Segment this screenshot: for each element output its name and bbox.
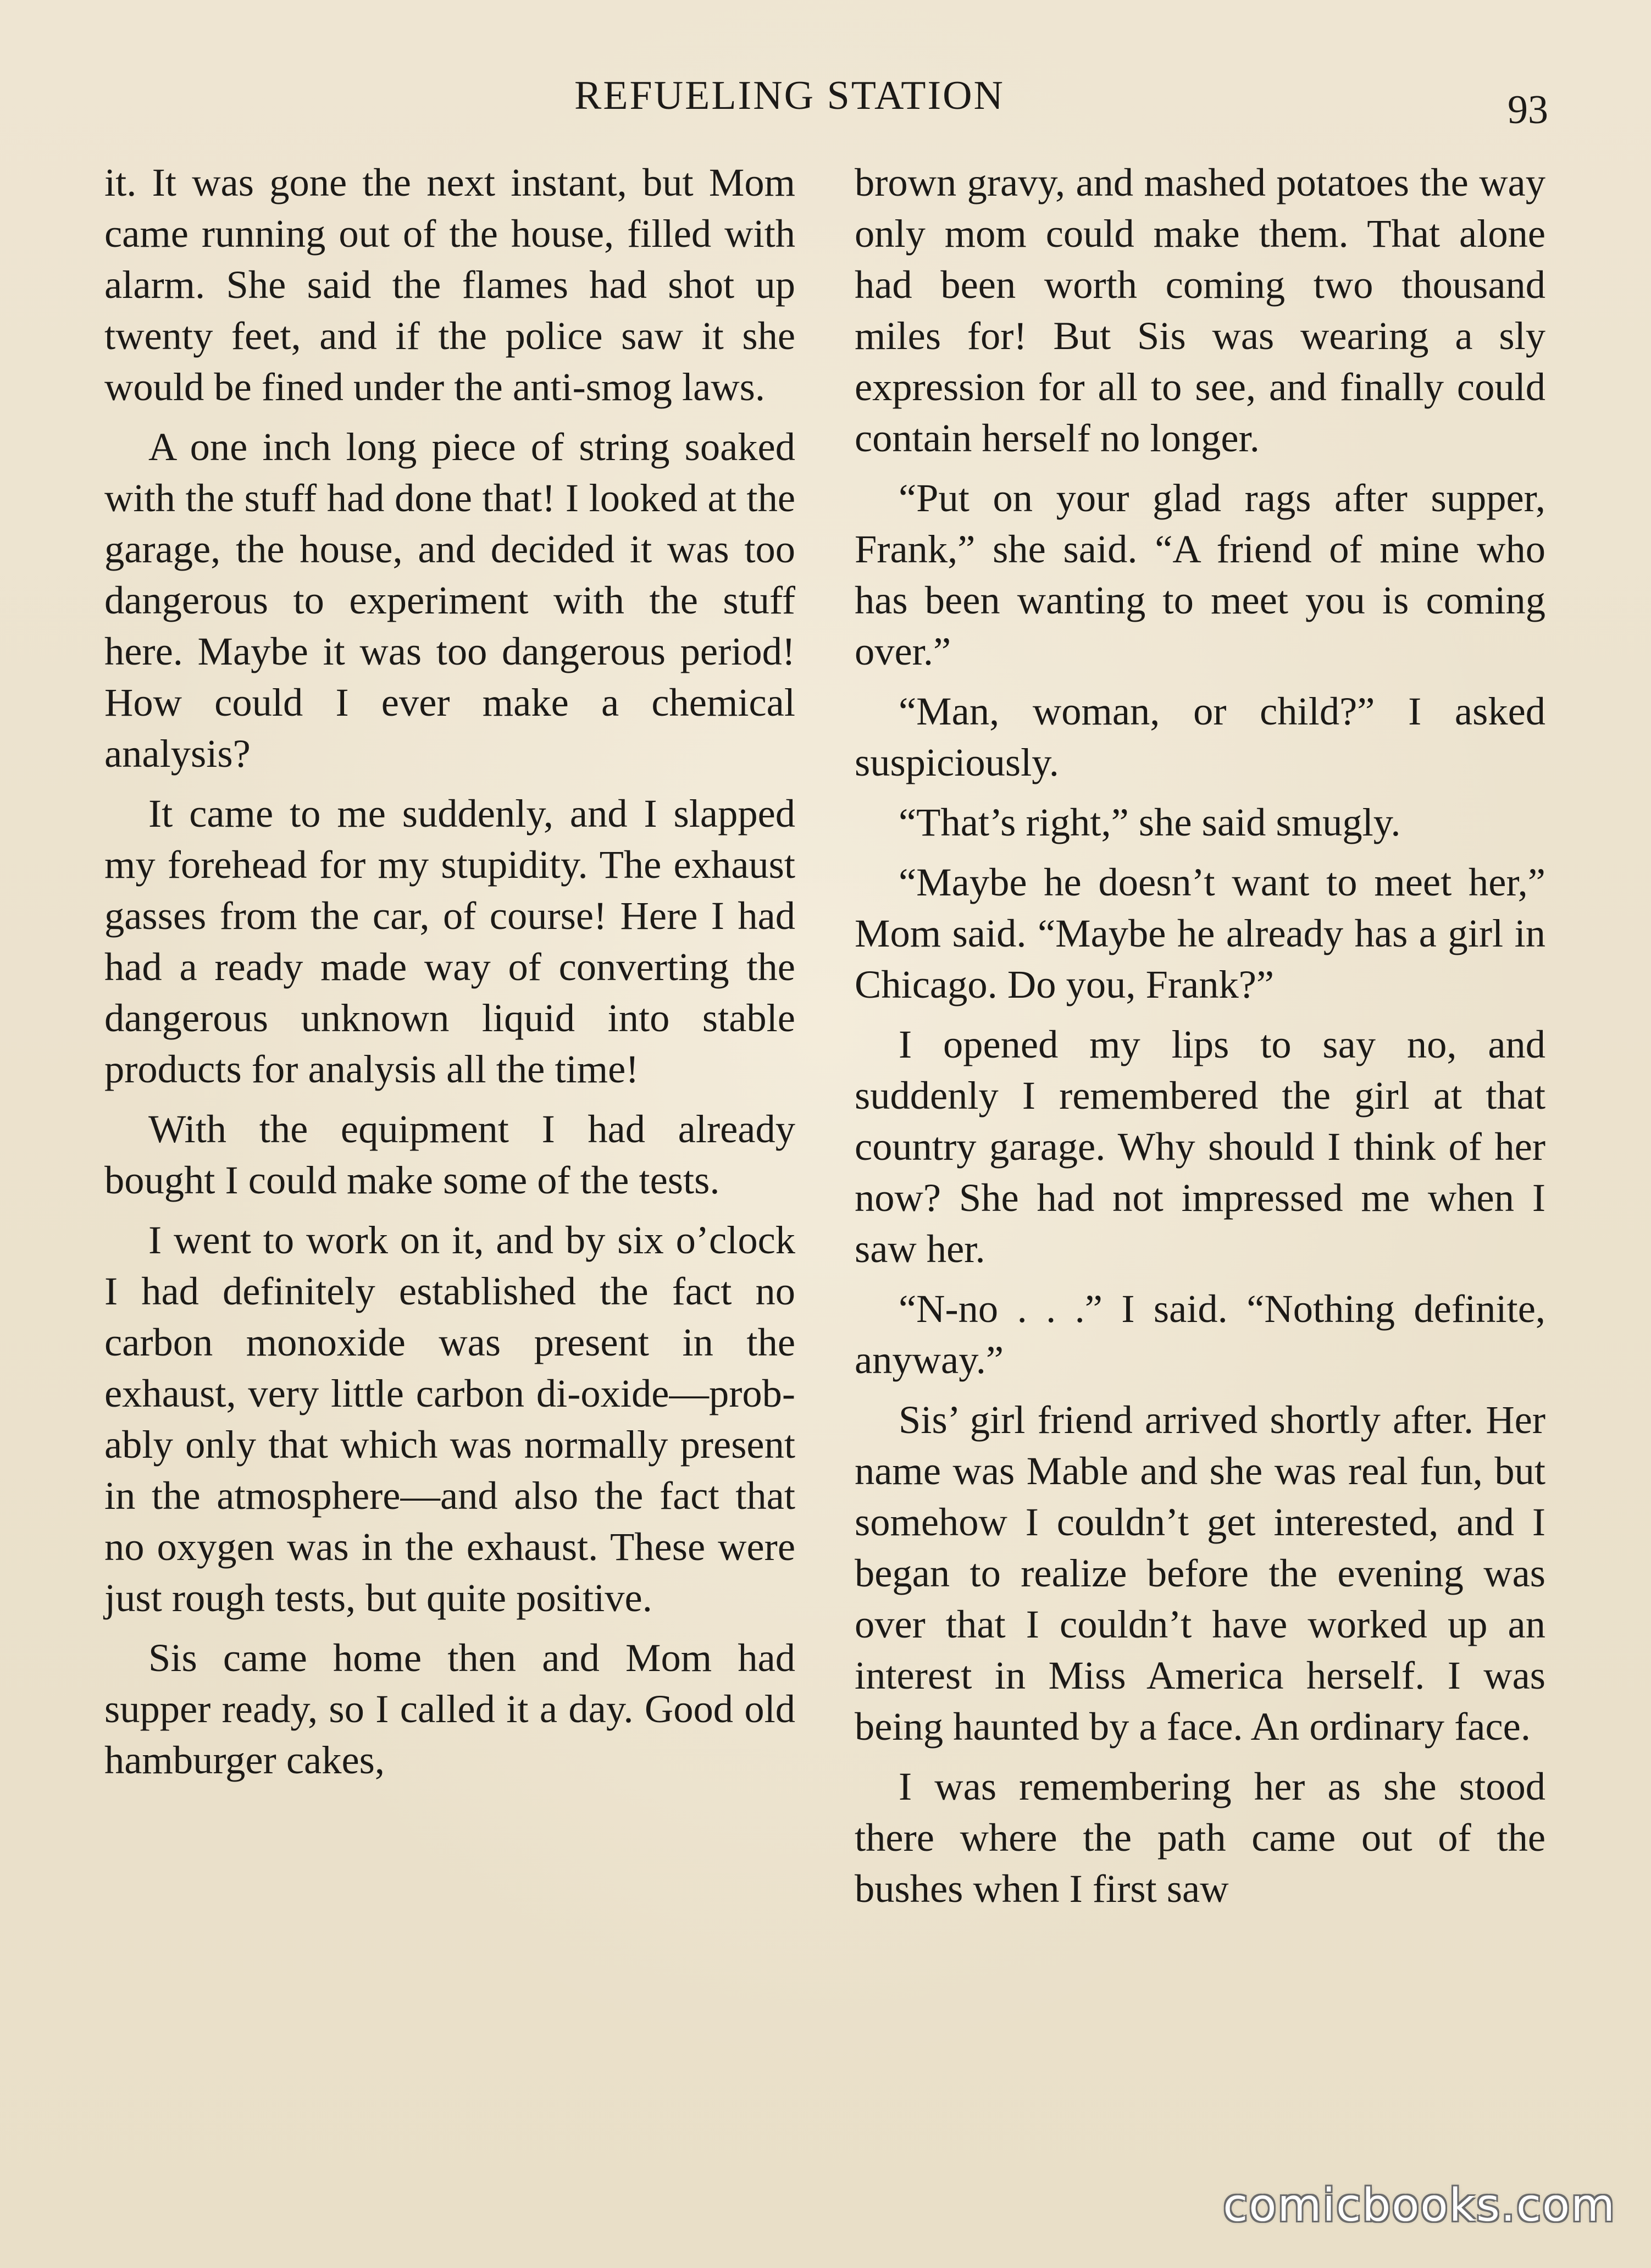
paragraph: A one inch long piece of string soaked with the stuff had done that! I looked at the garage, the house, and decided it was too dangerous to experiment with the stuff here. Maybe it was too dangerous period! How could I ever make a chemical analysis? xyxy=(104,424,795,776)
paragraph: “Maybe he doesn’t want to meet her,” Mom said. “Maybe he already has a girl in Chicago. Do you, Frank?” xyxy=(855,860,1545,1006)
left-column xyxy=(104,157,795,2147)
right-column xyxy=(855,157,1545,2147)
paragraph: Sis came home then and Mom had supper ready, so I called it a day. Good old hamburger cakes, xyxy=(104,1635,795,1782)
paragraph: I went to work on it, and by six o’clock I had definitely established the fact no carbon monoxide was present in the exhaust, very little carbon di-oxide—probably only that which was normally present in the atmosphere—and also the fact that no oxygen was in the exhaust. These were just rough tests, but quite positive. xyxy=(104,1218,795,1620)
paragraph: brown gravy, and mashed potatoes the way only mom could make them. That alone had been worth coming two thousand miles for! But Sis was wearing a sly expression for all to see, and finally could contain herself no longer. xyxy=(855,160,1545,460)
paragraph: “N-no . . .” I said. “Nothing definite, anyway.” xyxy=(855,1286,1545,1382)
paragraph: With the equipment I had already bought I could make some of the tests. xyxy=(104,1107,795,1202)
page-header xyxy=(0,73,1651,133)
paragraph: I was remembering her as she stood there where the path came out of the bushes when I first saw xyxy=(855,1764,1545,1911)
page-number: 93 xyxy=(1508,87,1548,132)
paragraph: it. It was gone the next instant, but Mom came running out of the house, filled with alarm. She said the flames had shot up twenty feet, and if the police saw it she would be fined under the anti-smog laws. xyxy=(104,160,795,409)
site-watermark: comicbooks.com xyxy=(1223,2180,1616,2232)
paragraph: It came to me suddenly, and I slapped my forehead for my stupidity. The exhaust gasses from the car, of course! Here I had had a ready made way of converting the dangerous unknown liquid into stable products for analysis all the time! xyxy=(104,791,795,1091)
paragraph: Sis’ girl friend arrived shortly after. Her name was Mable and she was real fun, but somehow I couldn’t get interested, and I began to realize before the evening was over that I couldn’t have worked up an interest in Miss America herself. I was being haunted by a face. An ordinary face. xyxy=(855,1397,1545,1749)
running-title: REFUELING STATION xyxy=(574,73,1005,118)
paragraph: “Man, woman, or child?” I asked suspiciously. xyxy=(855,689,1545,784)
paragraph: “That’s right,” she said smugly. xyxy=(899,800,1401,844)
paragraph: I opened my lips to say no, and suddenly I remembered the girl at that country garage. Why should I think of her now? She had not impressed me when I saw her. xyxy=(855,1022,1545,1271)
paragraph: “Put on your glad rags after supper, Frank,” she said. “A friend of mine who has been wanting to meet you is coming over.” xyxy=(855,475,1545,673)
